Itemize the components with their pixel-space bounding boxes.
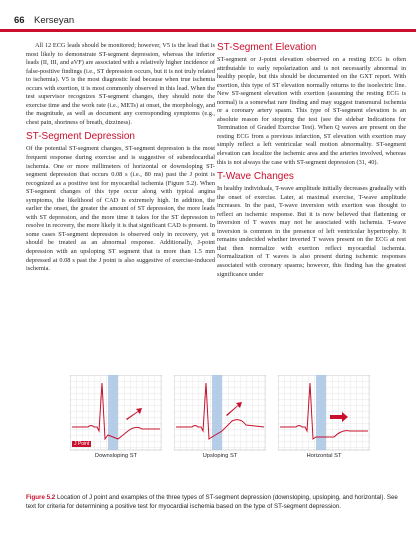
t-wave-paragraph: In healthy individuals, T-wave amplitude initially decreases gradually with the onset of exercise. Later, at maximal exercise, T-wave amplitude increases. In the past, T-wave inversion with exertion was thought to reflect an ischemic response. But it is now believed that flattening or inversion of T waves may not be associated with ischemia. T-wave inversion is common in the presence of left ventricular hypertrophy. It remains undecided whether inverted T waves present on the ECG at rest that then normalize with exertion reflect myocardial ischemia. Normalization of T waves is also present during ischemic responses associated with coronary spasms; however, this finding has the greatest significance under (217, 185, 406, 278)
panel-label-downsloping: Downsloping ST (94, 453, 138, 459)
intro-paragraph: All 12 ECG leads should be monitored; however, V5 is the lead that is most likely to demonstrate ST-segment depression, whereas the inferior leads (II, III, and aVF) are associated with a relatively higher incidence of false-positive findings (i.e., ST depression occurs, but it is not truly related to ischemia). V5 is the most diagnostic lead because when true ischemia occurs with exertion, it is most commonly observed in this lead. When the test supervisor recognizes ST-segment changes, they should note the exercise time and the work rate (i.e., METs) at onset, the morphology, and the magnitude, as well as document any corresponding symptoms (e.g., chest pain, shortness of breath, dizziness). (26, 42, 215, 126)
panel-label-upsloping: Upsloping ST (202, 453, 238, 459)
figure-5-2 (70, 375, 406, 465)
panel-label-horizontal: Horizontal ST (306, 453, 342, 459)
figure-caption-text: Location of J point and examples of the three types of ST-segment depression (downsloping, upsloping, and horizontal). See text for criteria for determining a positive test for myocardial ischemia based on the type of ST-segment depression. (26, 494, 398, 510)
page-number: 66 (14, 15, 25, 26)
left-column (26, 42, 215, 275)
st-depression-paragraph: Of the potential ST-segment changes, ST-segment depression is the most frequent response during exercise and is suggestive of subendocardial ischemia. One or more millimeters of horizontal or downsloping ST-segment depression that occurs 0.08 s (i.e., 80 ms) past the J point is recognized as a positive test for myocardial ischemia (Figure 5.2). When ST-segment changes of this type occur along with typical angina symptoms, the likelihood of CAD is extremely high. In addition, the earlier the onset, the greater the amount of ST depression, the more leads with ST depression, and the more time it takes for the ST depression to resolve in recovery, the more likely it is that significant CAD is present. In some cases ST-segment depression is observed only in recovery, yet it should be treated as an abnormal response. Additionally, J-point depression with an upsloping ST segment that is more than 1.5 mm depressed at 0.08 s past the J point is also suggestive of exercise-induced ischemia. (26, 145, 215, 273)
heading-t-wave: T-Wave Changes (217, 171, 294, 183)
heading-st-depression: ST-Segment Depression (26, 131, 135, 143)
upsloping-ecg (174, 375, 266, 455)
panel-upsloping (174, 375, 266, 465)
panel-horizontal (278, 375, 370, 465)
heading-st-elevation: ST-Segment Elevation (217, 42, 317, 53)
panel-downsloping (70, 375, 162, 465)
j-point-marker: J Point (74, 441, 90, 447)
header-rule (0, 29, 416, 32)
page-header (0, 0, 416, 30)
horizontal-ecg (278, 375, 370, 455)
running-head: Kerseyan (34, 15, 75, 26)
st-elevation-paragraph: ST-segment or J-point elevation observed on a resting ECG is often attributable to early repolarization and is not necessarily abnormal in healthy people, but this should be documented on the GXT report. With exertion, this type of ST elevation normally returns to the isoelectric line. New ST-segment elevation with exertion (assuming the resting ECG is normal) is a somewhat rare finding and may suggest transmural ischemia or a coronary artery spasm. This type of ST-segment elevation is an absolute reason for stopping the test (see the sidebar Indications for Termination of Graded Exercise Test). When Q waves are present on the resting ECG from a previous infarction, ST elevation with exertion may simply reflect a left ventricular wall motion abnormality. ST-segment elevation can localize the ischemic area and the arteries involved, whereas this is not always the case with ST-segment depression (31, 40). (217, 56, 406, 166)
right-column (217, 42, 406, 280)
figure-caption-label: Figure 5.2 (26, 494, 56, 501)
figure-caption (26, 494, 406, 511)
